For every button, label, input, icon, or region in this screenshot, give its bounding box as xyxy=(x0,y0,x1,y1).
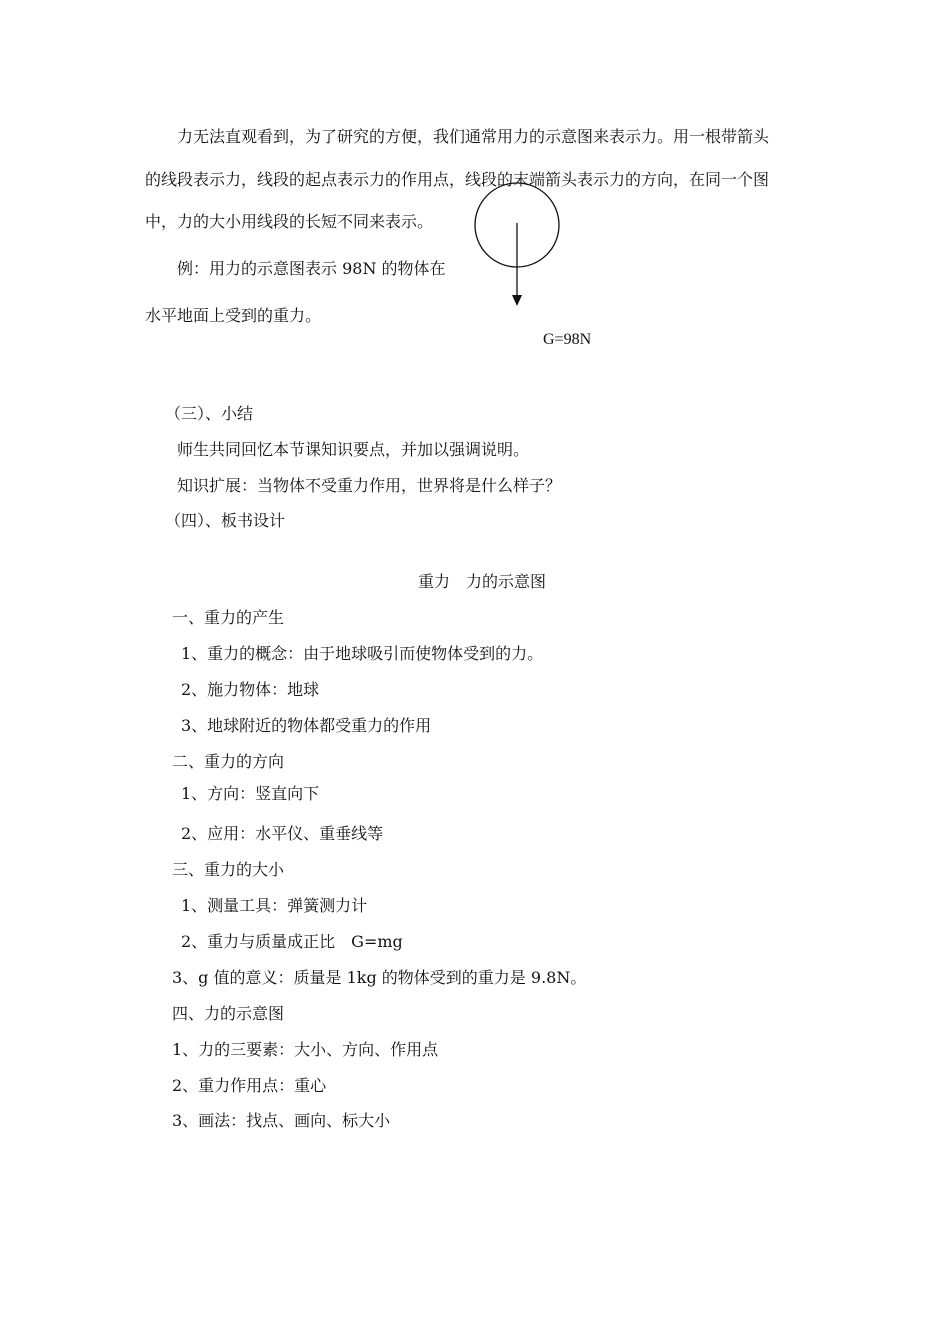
intro-line-1: 力无法直观看到，为了研究的方便，我们通常用力的示意图来表示力。用一根带箭头 xyxy=(177,127,770,146)
example-line-2: 水平地面上受到的重力。 xyxy=(145,306,322,325)
section-3-heading: 三、重力的大小 xyxy=(172,860,285,879)
section-1-item-2: 2、施力物体：地球 xyxy=(181,680,320,699)
intro-line-2: 的线段表示力，线段的起点表示力的作用点，线段的末端箭头表示力的方向，在同一个图 xyxy=(145,170,770,189)
section-4-item-2: 2、重力作用点：重心 xyxy=(172,1076,327,1095)
section-2-item-1: 1、方向：竖直向下 xyxy=(181,784,320,803)
force-diagram xyxy=(460,180,610,320)
summary-paragraph-1: 师生共同回忆本节课知识要点，并加以强调说明。 xyxy=(177,440,530,459)
gravity-arrow-head xyxy=(512,295,522,306)
section-3-item-1: 1、测量工具：弹簧测力计 xyxy=(181,896,368,915)
section-1-item-3: 3、地球附近的物体都受重力的作用 xyxy=(181,716,432,735)
section-1-item-1: 1、重力的概念：由于地球吸引而使物体受到的力。 xyxy=(181,644,544,663)
gravity-label: G=98N xyxy=(543,331,592,348)
section-3-item-2: 2、重力与质量成正比 G=mg xyxy=(181,932,403,951)
section-3-item-3: 3、g 值的意义：质量是 1kg 的物体受到的重力是 9.8N。 xyxy=(172,968,587,987)
section-1-heading: 一、重力的产生 xyxy=(172,608,285,627)
section-4-heading: 四、力的示意图 xyxy=(172,1004,285,1023)
section-4-item-3: 3、画法：找点、画向、标大小 xyxy=(172,1111,391,1130)
intro-line-3: 中，力的大小用线段的长短不同来表示。 xyxy=(145,212,434,231)
board-heading: （四）、板书设计 xyxy=(165,511,286,530)
summary-heading: （三）、小结 xyxy=(165,404,254,423)
board-title: 重力 力的示意图 xyxy=(418,572,547,591)
summary-paragraph-2: 知识扩展：当物体不受重力作用，世界将是什么样子？ xyxy=(177,476,562,495)
section-2-item-2: 2、应用：水平仪、重垂线等 xyxy=(181,824,384,843)
example-line-1: 例：用力的示意图表示 98N 的物体在 xyxy=(177,259,446,278)
section-2-heading: 二、重力的方向 xyxy=(172,752,285,771)
section-4-item-1: 1、力的三要素：大小、方向、作用点 xyxy=(172,1040,439,1059)
